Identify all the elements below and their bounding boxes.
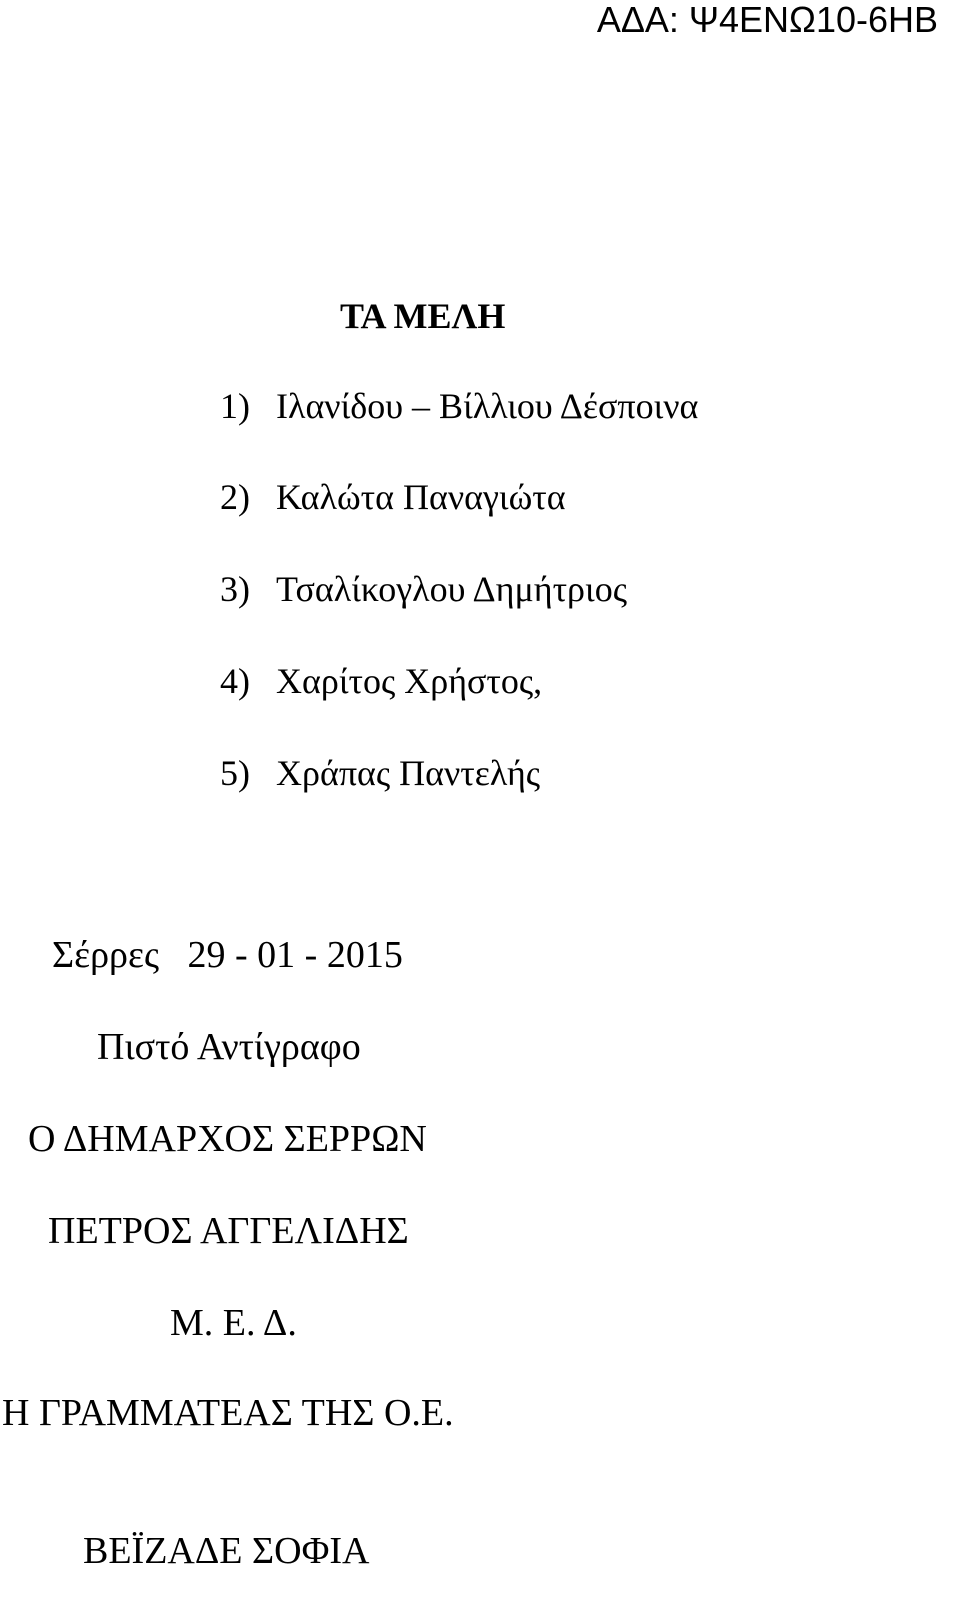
mayor-title: Ο ΔΗΜΑΡΧΟΣ ΣΕΡΡΩΝ: [28, 1118, 427, 1160]
member-name: Χαρίτος Χρήστος,: [276, 661, 543, 701]
abbreviation: Μ. Ε. Δ.: [170, 1302, 297, 1344]
members-heading: ΤΑ ΜΕΛΗ: [340, 296, 506, 336]
member-number: 5): [220, 753, 250, 793]
member-item: [220, 753, 540, 793]
member-number: 2): [220, 477, 250, 517]
member-number: 3): [220, 569, 250, 609]
secretary-name: ΒΕΪΖΑΔΕ ΣΟΦΙΑ: [83, 1530, 370, 1572]
member-item: [220, 477, 566, 517]
member-item: [220, 386, 698, 426]
member-number: 4): [220, 661, 250, 701]
member-name: Ιλανίδου – Βίλλιου Δέσποινα: [276, 386, 699, 426]
member-name: Τσαλίκογλου Δημήτριος: [276, 569, 627, 609]
member-number: 1): [220, 386, 250, 426]
member-item: [220, 661, 542, 701]
ada-code: ΑΔΑ: Ψ4ΕΝΩ10-6ΗΒ: [596, 0, 938, 40]
certified-copy: Πιστό Αντίγραφο: [97, 1026, 361, 1068]
member-name: Καλώτα Παναγιώτα: [276, 477, 566, 517]
member-item: [220, 569, 627, 609]
member-name: Χράπας Παντελής: [276, 753, 541, 793]
secretary-title: Η ΓΡΑΜΜΑΤΕΑΣ ΤΗΣ Ο.Ε.: [2, 1392, 454, 1434]
mayor-name: ΠΕΤΡΟΣ ΑΓΓΕΛΙΔΗΣ: [48, 1210, 409, 1252]
place-date: Σέρρες 29 - 01 - 2015: [52, 934, 403, 976]
